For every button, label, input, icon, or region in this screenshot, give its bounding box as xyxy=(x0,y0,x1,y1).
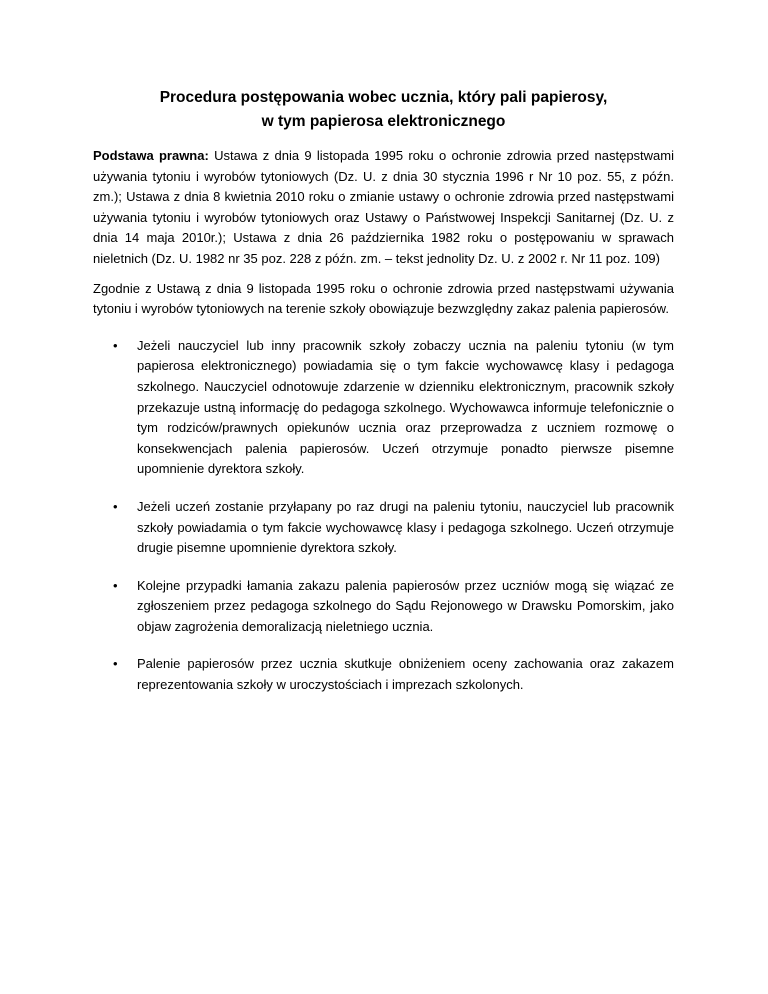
title-line-2: w tym papierosa elektronicznego xyxy=(261,113,506,130)
document-title xyxy=(93,86,674,134)
list-item-text: Palenie papierosów przez ucznia skutkuje obniżeniem oceny zachowania oraz zakazem reprezentowania szkoły w uroczystościach i imprezach szkolonych. xyxy=(137,656,674,693)
list-item xyxy=(93,497,674,559)
bullet-icon: • xyxy=(113,656,118,672)
list-item xyxy=(93,654,674,695)
legal-basis-paragraph xyxy=(93,146,674,270)
list-item xyxy=(93,576,674,638)
list-item-text: Kolejne przypadki łamania zakazu palenia papierosów przez uczniów mogą się wiązać ze zgłoszeniem przez pedagoga szkolnego do Sądu Rejonowego w Drawsku Pomorskim, jako objaw zagrożenia demoralizacją nieletniego ucznia. xyxy=(137,577,674,634)
legal-basis-label: Podstawa prawna: xyxy=(93,148,209,163)
intro-paragraph: Zgodnie z Ustawą z dnia 9 listopada 1995 roku o ochronie zdrowia przed następstwami używania tytoniu i wyrobów tytoniowych na terenie szkoły obowiązuje bezwzględny zakaz palenia papierosów. xyxy=(93,280,674,317)
bullet-icon: • xyxy=(113,498,118,514)
list-item-text: Jeżeli nauczyciel lub inny pracownik szkoły zobaczy ucznia na paleniu tytoniu (w tym papierosa elektronicznego) powiadamia się o tym fakcie wychowawcę klasy i pedagoga szkolnego. Nauczyciel odnotowuje zdarzenie w dzienniku elektronicznym, pracownik szkoły przekazuje ustną informację do pedagoga szkolnego. Wychowawca informuje telefonicznie o tym rodziców/prawnych opiekunów ucznia oraz przeprowadza z uczniem rozmowę o konsekwencjach palenia papierosów. Uczeń otrzymuje ponadto pierwsze pisemne upomnienie dyrektora szkoły. xyxy=(137,337,674,477)
list-item xyxy=(93,336,674,480)
legal-basis-text: Ustawa z dnia 9 listopada 1995 roku o ochronie zdrowia przed następstwami używania tytoniu i wyrobów tytoniowych (Dz. U. z dnia 30 stycznia 1996 r Nr 10 poz. 55, z późn. zm.); Ustawa z dnia 8 kwietnia 2010 roku o zmianie ustawy o ochronie zdrowia przed następstwami używania tytoniu i wyrobów tytoniowych oraz Ustawy o Państwowej Inspekcji Sanitarnej (Dz. U. z dnia 14 maja 2010r.); Ustawa z dnia 26 października 1982 roku o postępowaniu w sprawach nieletnich (Dz. U. 1982 nr 35 poz. 228 z późn. zm. – tekst jednolity Dz. U. z 2002 r. Nr 11 poz. 109) xyxy=(93,148,674,266)
bullet-icon: • xyxy=(113,337,118,353)
procedure-list xyxy=(93,336,674,696)
bullet-icon: • xyxy=(113,577,118,593)
title-line-1: Procedura postępowania wobec ucznia, który pali papierosy, xyxy=(159,89,608,106)
list-item-text: Jeżeli uczeń zostanie przyłapany po raz drugi na paleniu tytoniu, nauczyciel lub pracownik szkoły powiadamia o tym fakcie wychowawcę klasy i pedagoga szkolnego. Uczeń otrzymuje drugie pisemne upomnienie dyrektora szkoły. xyxy=(137,498,674,556)
